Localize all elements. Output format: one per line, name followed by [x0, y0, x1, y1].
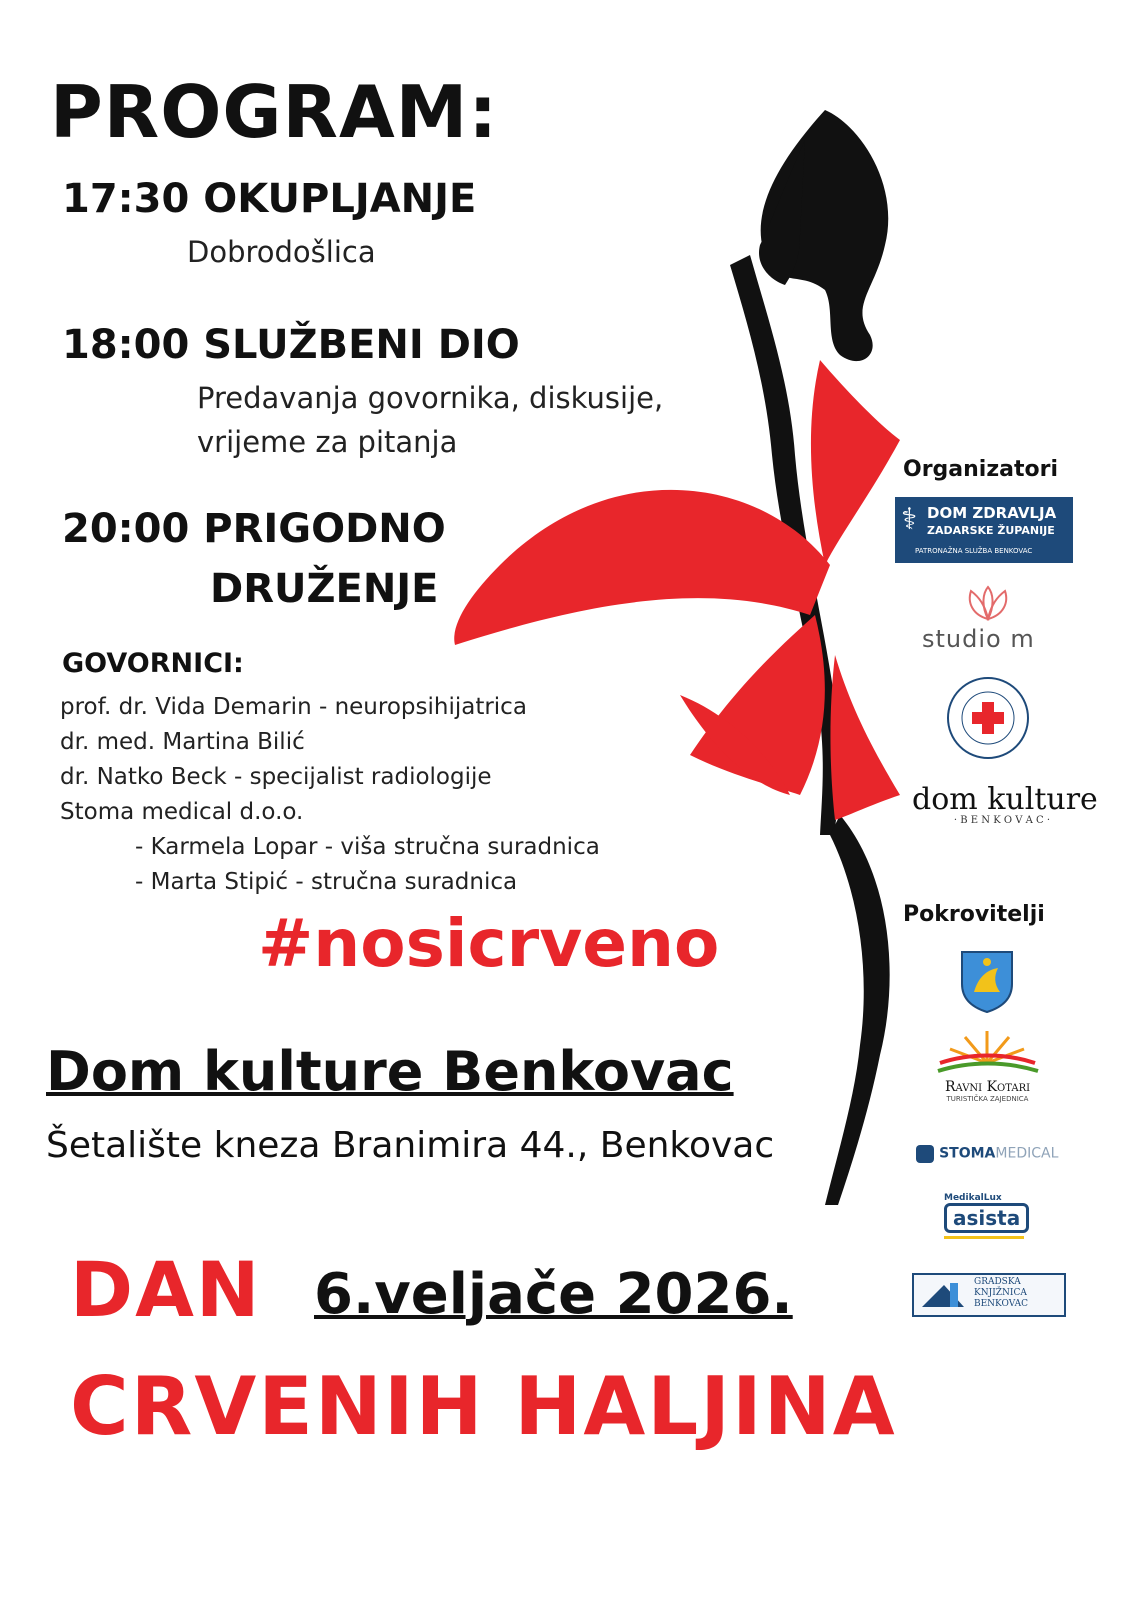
schedule-item-2-line-1: Predavanja govornika, diskusije,	[197, 381, 664, 415]
dom-zdravlja-logo	[895, 497, 1073, 563]
event-title-line-1: DAN	[70, 1245, 262, 1334]
event-title-line-2: CRVENIH HALJINA	[70, 1360, 897, 1453]
speaker-line: - Marta Stipić - stručna suradnica	[135, 869, 518, 895]
stoma-medical-logo	[916, 1143, 1076, 1167]
red-cross-icon	[945, 675, 1031, 761]
stoma-text-bold: STOMA	[939, 1145, 996, 1162]
skirt-petal-left	[454, 490, 830, 645]
schedule-item-1-line: Dobrodošlica	[187, 235, 376, 269]
speaker-line: prof. dr. Vida Demarin - neuropsihijatrica	[60, 694, 527, 720]
sunrise-icon	[930, 1025, 1045, 1075]
organizers-title: Organizatori	[903, 457, 1059, 482]
studio-m-logo	[918, 585, 1048, 655]
schedule-item-3-head: 20:00 PRIGODNO	[62, 506, 446, 552]
shield-icon	[960, 948, 1014, 1014]
hashtag: #nosicrveno	[258, 905, 720, 982]
dom-zdravlja-line-3: PATRONAŽNA SLUŽBA BENKOVAC	[915, 547, 1033, 555]
studio-m-text: studio m	[922, 625, 1035, 653]
schedule-item-1-head: 17:30 OKUPLJANJE	[62, 176, 477, 222]
ravni-kotari-text: Ravni Kotari	[944, 1079, 1031, 1095]
dom-kulture-subtext: · B E N K O V A C ·	[953, 815, 1051, 826]
speaker-line: - Karmela Lopar - viša stručna suradnica	[135, 834, 600, 860]
venue-address: Šetalište kneza Branimira 44., Benkovac	[46, 1125, 775, 1166]
program-title: PROGRAM:	[50, 70, 499, 154]
dom-zdravlja-line-2: ZADARSKE ŽUPANIJE	[927, 524, 1055, 537]
gradska-knjiznica-logo	[912, 1273, 1066, 1317]
asista-text: asista	[944, 1203, 1029, 1233]
knjiznica-line-1: GRADSKA	[974, 1277, 1021, 1287]
benkovac-coat-of-arms	[960, 948, 1014, 1014]
bodice-red	[811, 360, 900, 565]
dom-kulture-logo	[912, 782, 1098, 838]
speaker-line: dr. med. Martina Bilić	[60, 729, 305, 755]
event-date: 6.veljače 2026.	[314, 1262, 793, 1327]
venue-name: Dom kulture Benkovac	[46, 1040, 734, 1103]
schedule-item-2-line-2: vrijeme za pitanja	[197, 425, 458, 459]
asista-small-text: MedikalLux	[944, 1193, 1002, 1203]
red-cross-logo	[945, 675, 1031, 761]
speaker-line: dr. Natko Beck - specijalist radiologije	[60, 764, 492, 790]
dom-zdravlja-line-1: DOM ZDRAVLJA	[927, 504, 1057, 522]
book-icon	[920, 1281, 966, 1309]
stoma-icon	[916, 1145, 934, 1163]
schedule-item-2-head: 18:00 SLUŽBENI DIO	[62, 322, 520, 368]
schedule-item-3-head-2: DRUŽENJE	[210, 566, 439, 612]
sponsors-title: Pokrovitelji	[903, 902, 1045, 927]
asista-logo	[944, 1193, 1034, 1249]
knjiznica-line-3: BENKOVAC	[974, 1299, 1029, 1309]
ravni-kotari-subtext: TURISTIČKA ZAJEDNICA	[946, 1095, 1029, 1103]
dom-kulture-text: dom kulture	[912, 782, 1098, 817]
stoma-text-light: MEDICAL	[995, 1145, 1059, 1162]
speakers-list	[60, 690, 600, 900]
leg-swoosh	[825, 815, 890, 1205]
skirt-petal-right	[830, 655, 900, 820]
speakers-title: GOVORNICI:	[62, 648, 244, 679]
knjiznica-line-2: KNJIŽNICA	[974, 1288, 1027, 1298]
caduceus-icon: ⚕	[901, 502, 918, 537]
speaker-line: Stoma medical d.o.o.	[60, 799, 304, 825]
asista-underline	[944, 1236, 1024, 1239]
lotus-icon	[963, 585, 1013, 621]
ravni-kotari-logo	[930, 1025, 1045, 1115]
